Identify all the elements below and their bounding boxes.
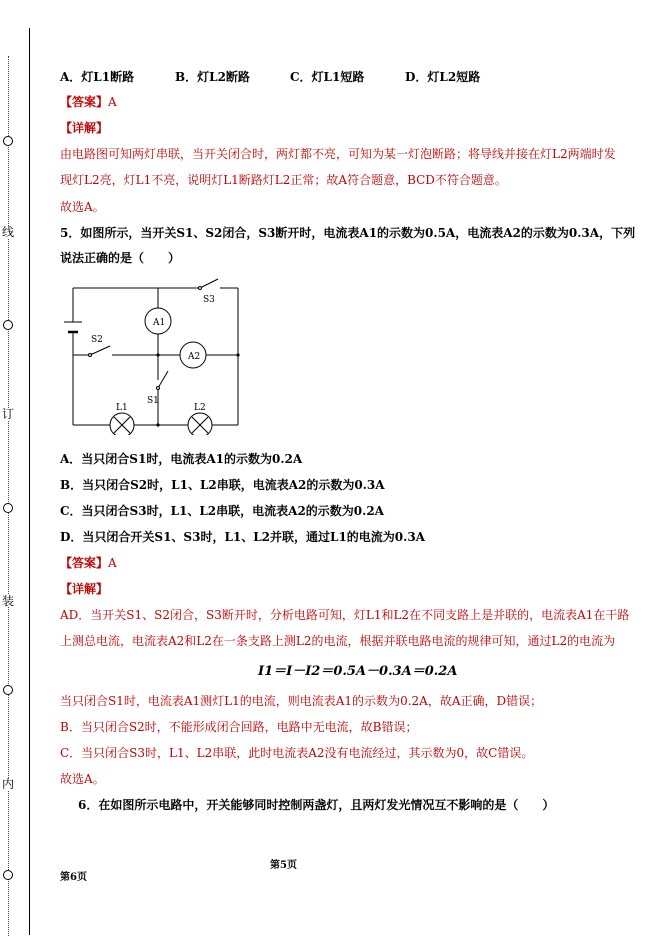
q5-stem: 5．如图所示，当开关S1、S2闭合，S3断开时，电流表A1的示数为0.5A，电流表A2的示数为0.3A，下列 bbox=[60, 226, 636, 240]
binding-char-xian: 线 bbox=[2, 225, 15, 239]
q4-answer bbox=[60, 94, 117, 110]
q5-explain-line: C．当只闭合S3时，L1、L2串联，此时电流表A2没有电流经过，其示数为0，故C错误。 bbox=[60, 746, 534, 760]
label-l2: L2 bbox=[194, 403, 206, 413]
q4-option-b: B．灯L2断路 bbox=[175, 70, 250, 84]
q5-option-d: D．当只闭合开关S1、S3时，L1、L2并联，通过L1的电流为0.3A bbox=[60, 530, 425, 544]
binding-hole bbox=[3, 503, 13, 513]
binding-hole bbox=[3, 685, 13, 695]
q5-conclusion: 故选A。 bbox=[60, 772, 105, 786]
binding-char-nei: 内 bbox=[2, 777, 15, 791]
q4-explain-line: 现灯L2亮，灯L1不亮，说明灯L1断路灯L2正常；故A符合题意，BCD不符合题意。 bbox=[60, 173, 507, 187]
binding-char-zhuang: 装 bbox=[2, 594, 15, 608]
binding-margin bbox=[0, 0, 30, 935]
page-number-center: 第5页 bbox=[270, 860, 297, 871]
switch-s3-blade bbox=[200, 279, 218, 288]
answer-value: A bbox=[108, 95, 117, 109]
binding-hole bbox=[3, 136, 13, 146]
cut-dotted-line bbox=[8, 56, 9, 936]
q4-option-a: A．灯L1断路 bbox=[60, 70, 135, 84]
q5-option-c: C．当只闭合S3时，L1、L2串联，电流表A2的示数为0.2A bbox=[60, 504, 384, 518]
q5-formula: I1＝I－I2＝0.5A－0.3A＝0.2A bbox=[258, 664, 458, 679]
q5-explain-line: B．当只闭合S2时，不能形成闭合回路，电路中无电流，故B错误； bbox=[60, 720, 418, 734]
q5-explain-line: 上测总电流，电流表A2和L2在一条支路上测L2的电流，根据并联电路电流的规律可知，通过L2的电流为 bbox=[60, 634, 616, 648]
answer-label: 【答案】 bbox=[60, 556, 109, 570]
q5-explain-label: 【详解】 bbox=[60, 582, 109, 596]
q4-conclusion: 故选A。 bbox=[60, 200, 105, 214]
binding-hole bbox=[3, 320, 13, 330]
label-s3: S3 bbox=[203, 295, 215, 305]
label-l1: L1 bbox=[116, 403, 128, 413]
binding-line bbox=[29, 28, 30, 935]
q5-explain-line: 当只闭合S1时，电流表A1测灯L1的电流，则电流表A1的示数为0.2A，故A正确，D错误； bbox=[60, 694, 543, 708]
q4-explain-label: 【详解】 bbox=[60, 121, 109, 135]
q6-stem: 6．在如图所示电路中，开关能够同时控制两盏灯，且两灯发光情况互不影响的是（ ） bbox=[78, 798, 555, 812]
q5-explain-line: AD．当开关S1、S2闭合，S3断开时，分析电路可知，灯L1和L2在不同支路上是并联的，电流表A1在干路 bbox=[60, 608, 630, 622]
label-s1: S1 bbox=[147, 396, 159, 406]
q4-explain-line: 由电路图可知两灯串联，当开关闭合时，两灯都不亮，可知为某一灯泡断路；将导线并接在灯L2两端时发 bbox=[60, 147, 616, 161]
circuit-diagram bbox=[60, 275, 250, 435]
q4-option-c: C．灯L1短路 bbox=[290, 70, 365, 84]
answer-value: A bbox=[108, 556, 117, 570]
lamp-l2 bbox=[188, 413, 212, 435]
q5-option-b: B．当只闭合S2时，L1、L2串联，电流表A2的示数为0.3A bbox=[60, 478, 385, 492]
lamp-l1 bbox=[110, 413, 134, 435]
answer-label: 【答案】 bbox=[60, 95, 109, 109]
label-s2: S2 bbox=[91, 335, 103, 345]
binding-hole bbox=[3, 870, 13, 880]
q5-answer bbox=[60, 555, 117, 571]
page-number-left: 第6页 bbox=[60, 872, 87, 883]
label-a1: A1 bbox=[153, 318, 166, 328]
q4-option-d: D．灯L2短路 bbox=[405, 70, 481, 84]
binding-char-ding: 订 bbox=[2, 407, 15, 421]
label-a2: A2 bbox=[188, 352, 201, 362]
q5-stem-cont: 说法正确的是（ ） bbox=[60, 251, 181, 265]
q5-option-a: A．当只闭合S1时，电流表A1的示数为0.2A bbox=[60, 452, 303, 466]
